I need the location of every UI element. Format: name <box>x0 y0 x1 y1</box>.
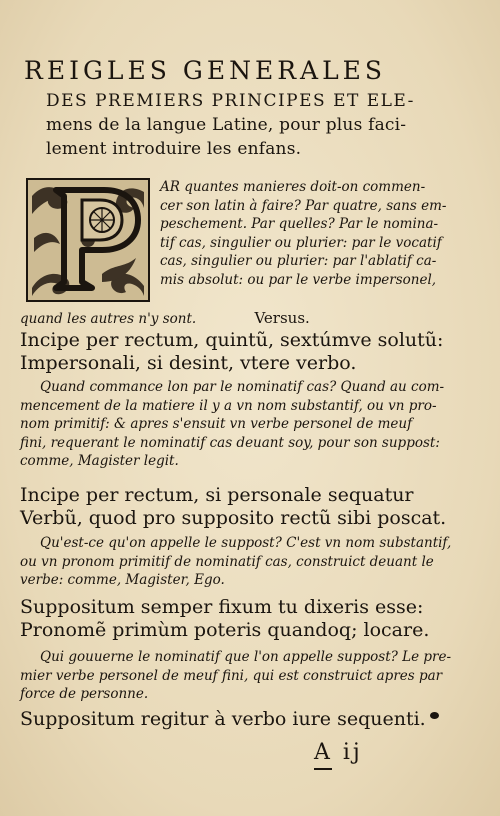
question-1-tail <box>20 309 440 329</box>
text-line: Qui gouuerne le nominatif que l'on appelle suppost? Le pre- <box>40 649 452 665</box>
question-2 <box>20 378 444 471</box>
verse-2 <box>20 484 446 530</box>
verse-line: Pronomẽ primùm poteris quandoq; locare. <box>20 619 430 641</box>
signature-underline <box>314 768 332 770</box>
verse-4: Suppositum regitur à verbo iure sequenti. <box>20 708 426 730</box>
decorated-initial <box>26 178 150 302</box>
text-line: cas, singulier ou plurier: par l'ablatif ca- <box>160 253 437 270</box>
text-line: mis absolut: ou par le verbe impersonel, <box>160 271 437 288</box>
verse-line: Impersonali, si desint, vtere verbo. <box>20 352 357 374</box>
subtitle-line: DES PREMIERS PRINCIPES ET ELE- <box>46 91 415 111</box>
ink-blot <box>430 712 439 719</box>
question-3 <box>20 534 451 590</box>
ornament-initial-icon <box>26 178 150 302</box>
subtitle <box>46 89 436 161</box>
text-line: peschement. Par quelles? Par le nomina- <box>160 216 439 233</box>
question-1 <box>160 178 447 290</box>
versus-heading: Versus. <box>254 309 310 327</box>
signature-mark: A ij <box>314 740 363 765</box>
text-line: ou vn pronom primitif de nominatif cas, construict deuant le <box>20 553 434 570</box>
verse-line: Verbũ, quod pro supposito rectũ sibi poscat. <box>20 507 447 529</box>
text-line: Qu'est-ce qu'on appelle le suppost? C'est vn nom substantif, <box>40 535 452 551</box>
text-line: Quand commance lon par le nominatif cas? Quand au com- <box>40 379 445 395</box>
text-line: mencement de la matiere il y a vn nom substantif, ou vn pro- <box>20 397 437 414</box>
subtitle-line: mens de la langue Latine, pour plus faci- <box>46 115 407 135</box>
page-title: REIGLES GENERALES <box>24 56 387 85</box>
verse-line: Incipe per rectum, si personale sequatur <box>20 484 414 506</box>
verse-3 <box>20 596 429 642</box>
text-line: nom primitif: & apres s'ensuit vn verbe personel de meuf <box>20 416 413 433</box>
text-line: force de personne. <box>20 686 149 703</box>
question-4 <box>20 648 451 704</box>
text-line: verbe: comme, Magister, Ego. <box>20 572 225 589</box>
text-line: cer son latin à faire? Par quatre, sans em- <box>160 197 447 214</box>
text-line: AR quantes manieres doit-on commen- <box>160 179 426 195</box>
subtitle-line: lement introduire les enfans. <box>46 139 302 159</box>
text-line: tif cas, singulier ou plurier: par le vocatif <box>160 234 442 251</box>
text-line: fini, requerant le nominatif cas deuant soy, pour son suppost: <box>20 434 440 451</box>
verse-line: Incipe per rectum, quintũ, sextúmve solutũ: <box>20 329 444 351</box>
text-line: mier verbe personel de meuf fini, qui est construict apres par <box>20 667 443 684</box>
text-line: quand les autres n'y sont. <box>20 311 197 327</box>
text-line: comme, Magister legit. <box>20 453 179 470</box>
verse-line: Suppositum semper fixum tu dixeris esse: <box>20 596 424 618</box>
verse-1 <box>20 329 443 375</box>
